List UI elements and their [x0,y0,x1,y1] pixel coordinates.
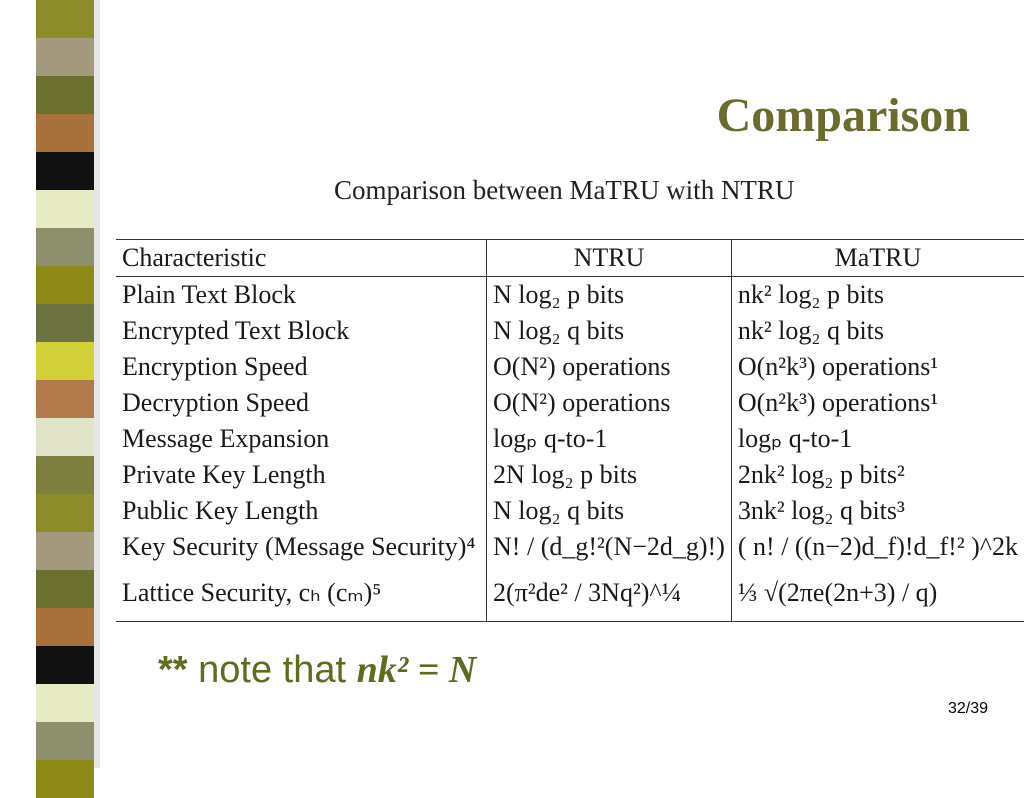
stripe-block [36,760,94,798]
stripe-block [36,76,94,114]
table-cell: N log₂ p bits [487,277,732,314]
table-row [116,493,1024,529]
table-cell: Key Security (Message Security)⁴ [122,532,476,561]
stripe-block [36,114,94,152]
stripe-block [36,608,94,646]
stripe-block [36,228,94,266]
table-cell: Public Key Length [122,496,319,525]
page-number: 32/39 [947,700,988,717]
table-cell: nk² log₂ p bits [731,277,1024,314]
stripe-block [36,532,94,570]
stripe-block [36,38,94,76]
stripe-block [36,342,94,380]
table-cell: O(n²k³) operations¹ [731,385,1024,421]
comparison-table [116,239,1024,622]
stripe-block [36,456,94,494]
table-cell: O(N²) operations [487,349,732,385]
table-row [116,529,1024,565]
footnote [158,648,476,692]
note-stars: ** [158,649,188,691]
table-cell: ( n! / ((n−2)d_f)!d_f!² )^2k [731,529,1024,565]
table-row [116,349,1024,385]
header-matru: MaTRU [731,240,1024,277]
table-caption: Comparison between MaTRU with NTRU [334,175,795,205]
table-cell: Encrypted Text Block [122,316,350,345]
table-cell: 2(π²de² / 3Nq²)^¼ [487,565,732,622]
table-cell: N log₂ q bits [487,493,732,529]
table-cell: Private Key Length [122,460,326,489]
stripe-block [36,722,94,760]
stripe-blocks [36,0,94,768]
table-row [116,457,1024,493]
table-row [116,565,1024,622]
table-cell: Message Expansion [122,424,330,453]
table-cell: Plain Text Block [122,280,296,309]
table-cell: logₚ q-to-1 [731,421,1024,457]
table-cell: O(n²k³) operations¹ [731,349,1024,385]
table-cell: Encryption Speed [122,352,308,381]
stripe-block [36,0,94,38]
slide-title: Comparison [716,89,970,142]
stripe-block [36,646,94,684]
stripe-block [36,190,94,228]
stripe-block [36,304,94,342]
note-expression: nk² = N [356,649,477,691]
table-cell: 2N log₂ p bits [487,457,732,493]
stripe-block [36,684,94,722]
table-cell: ⅓ √(2πe(2n+3) / q) [731,565,1024,622]
table-row [116,313,1024,349]
stripe-block [36,418,94,456]
table-cell: O(N²) operations [487,385,732,421]
table-cell: 3nk² log₂ q bits³ [731,493,1024,529]
table-cell: Decryption Speed [122,388,310,417]
table-cell: logₚ q-to-1 [487,421,732,457]
comparison-table-figure [102,155,1024,643]
header-ntru: NTRU [487,240,732,277]
table-cell: N! / (d_g!²(N−2d_g)!) [487,529,732,565]
header-characteristic: Characteristic [116,240,487,277]
decorative-stripe [0,0,112,768]
stripe-shadow [94,0,100,768]
stripe-block [36,494,94,532]
stripe-block [36,570,94,608]
table-cell: 2nk² log₂ p bits² [731,457,1024,493]
stripe-block [36,152,94,190]
table-row [116,385,1024,421]
stripe-block [36,266,94,304]
table-row [116,277,1024,314]
note-text: note that [187,649,357,691]
table-header-row [116,240,1024,277]
table-cell: N log₂ q bits [487,313,732,349]
table-cell: Lattice Security, cₕ (cₘ)⁵ [116,565,487,622]
stripe-block [36,380,94,418]
table-row [116,421,1024,457]
table-cell: nk² log₂ q bits [731,313,1024,349]
